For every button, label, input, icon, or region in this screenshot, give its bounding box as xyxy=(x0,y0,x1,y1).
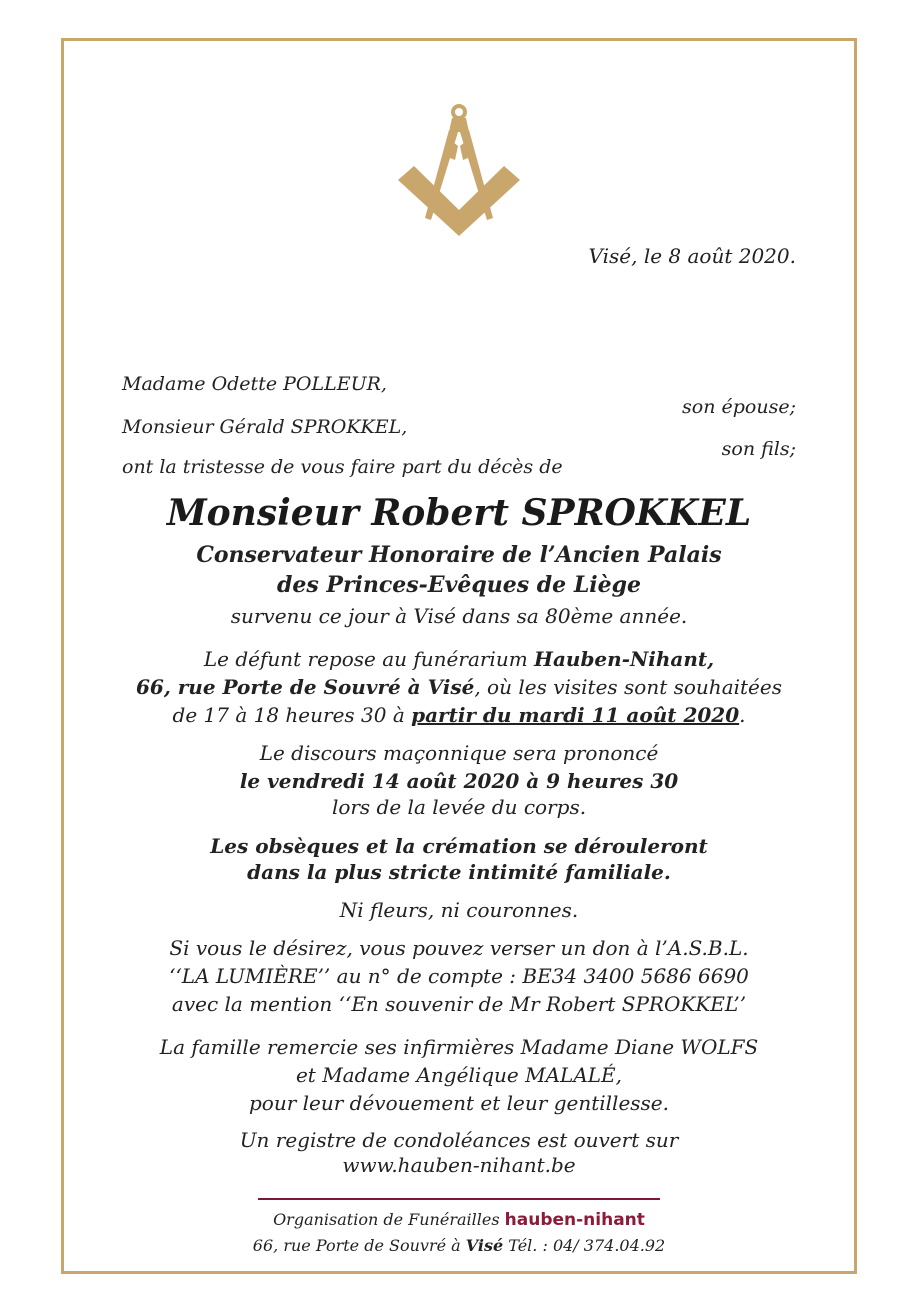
footer-address xyxy=(0,1236,918,1255)
thanks-line3: pour leur dévouement et leur gentillesse. xyxy=(248,1091,669,1115)
donation-line2: ‘‘LA LUMIÈRE’’ au n° de compte : BE34 3400 5686 6690 xyxy=(169,964,749,988)
rest-line2 xyxy=(0,675,918,699)
brand-logo: hauben-nihant xyxy=(504,1210,645,1230)
square-and-compass-icon xyxy=(398,102,520,238)
family-relation-wife: son épouse; xyxy=(682,396,796,418)
speech-line3: lors de la levée du corps. xyxy=(331,795,587,819)
family-member-son: Monsieur Gérald SPROKKEL, xyxy=(122,416,408,438)
funeral-line1: Les obsèques et la crémation se dérouleront xyxy=(210,834,708,858)
footer-city: Visé xyxy=(465,1236,504,1255)
register-url[interactable]: www.hauben-nihant.be xyxy=(342,1153,576,1177)
footer-org-prefix: Organisation de Funérailles xyxy=(273,1210,505,1229)
rest-line2-rest: , où les visites sont souhaitées xyxy=(474,675,782,699)
visit-start-date: partir du mardi 11 août 2020 xyxy=(411,703,740,727)
register-line1: Un registre de condoléances est ouvert sur xyxy=(239,1128,679,1152)
date-line: Visé, le 8 août 2020. xyxy=(588,244,796,268)
announcement-line: ont la tristesse de vous faire part du décès de xyxy=(122,456,563,478)
deceased-name: Monsieur Robert SPROKKEL xyxy=(166,492,752,534)
rest-line3 xyxy=(0,703,918,727)
funeral-home-address: 66, rue Porte de Souvré à Visé xyxy=(136,675,475,699)
death-line: survenu ce jour à Visé dans sa 80ème année. xyxy=(230,604,688,628)
donation-line1: Si vous le désirez, vous pouvez verser un don à l’A.S.B.L. xyxy=(169,936,749,960)
footer-address-prefix: 66, rue Porte de Souvré à xyxy=(252,1236,466,1255)
family-relation-son: son fils; xyxy=(721,438,796,460)
flowers-line: Ni fleurs, ni couronnes. xyxy=(339,898,579,922)
donation-line3: avec la mention ‘‘En souvenir de Mr Robert SPROKKEL’’ xyxy=(171,992,747,1016)
rest-line3-prefix: de 17 à 18 heures 30 à xyxy=(172,703,412,727)
speech-date: le vendredi 14 août 2020 à 9 heures 30 xyxy=(239,769,679,793)
deceased-title-line1: Conservateur Honoraire de l’Ancien Palais xyxy=(196,542,722,568)
rest-line1-prefix: Le défunt repose au funérarium xyxy=(203,647,535,671)
rest-line1 xyxy=(0,647,918,671)
footer-phone: Tél. : 04/ 374.04.92 xyxy=(503,1236,666,1255)
funeral-line2: dans la plus stricte intimité familiale. xyxy=(247,860,671,884)
funeral-home-name: Hauben-Nihant, xyxy=(534,647,715,671)
speech-line1: Le discours maçonnique sera prononcé xyxy=(259,741,659,765)
thanks-line1: La famille remercie ses infirmières Madame Diane WOLFS xyxy=(159,1035,759,1059)
deceased-title-line2: des Princes-Evêques de Liège xyxy=(276,572,642,598)
thanks-line2: et Madame Angélique MALALÉ, xyxy=(295,1063,623,1087)
rest-line3-suffix: . xyxy=(739,703,746,727)
family-member-wife: Madame Odette POLLEUR, xyxy=(122,373,387,395)
footer-organisation xyxy=(0,1210,918,1230)
footer-divider xyxy=(258,1198,660,1200)
